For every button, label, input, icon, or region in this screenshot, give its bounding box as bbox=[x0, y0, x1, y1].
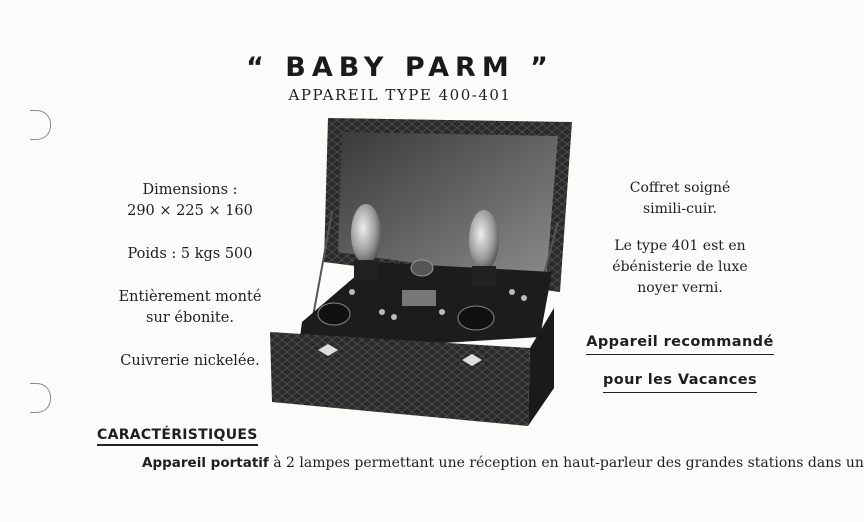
characteristics-text bbox=[142, 455, 864, 471]
spec-text: Coffret soigné bbox=[629, 180, 731, 196]
spec-text: 290 × 225 × 160 bbox=[127, 203, 253, 219]
spec-text: Entièrement monté bbox=[118, 289, 262, 305]
recommendation-banner bbox=[580, 325, 780, 401]
spec-text: Cuivrerie nickelée. bbox=[120, 353, 260, 369]
section-heading: CARACTÉRISTIQUES bbox=[97, 427, 258, 446]
right-specs bbox=[580, 178, 780, 315]
spec-text: Le type 401 est en bbox=[614, 238, 746, 254]
coil bbox=[411, 260, 433, 276]
radio-photo bbox=[262, 112, 582, 430]
left-specs bbox=[90, 180, 290, 394]
binder-hole bbox=[30, 383, 51, 413]
bold-lead: Appareil portatif bbox=[142, 455, 269, 471]
page-title: “ BABY PARM ” bbox=[246, 52, 554, 83]
binder-hole bbox=[30, 110, 51, 140]
tuning-knob bbox=[318, 303, 350, 325]
spec-text: Poids : 5 kgs 500 bbox=[127, 246, 253, 262]
switch-block bbox=[402, 290, 436, 306]
spec-text: sur ébonite. bbox=[146, 310, 234, 326]
spec-text: noyer verni. bbox=[637, 280, 723, 296]
recommendation-line: pour les Vacances bbox=[603, 368, 757, 393]
spec-text: ébénisterie de luxe bbox=[612, 259, 748, 275]
spec-text: simili-cuir. bbox=[642, 201, 718, 217]
case-front bbox=[270, 332, 530, 426]
body-text: à 2 lampes permettant une réception en haut-parleur des grandes stations dans un bbox=[268, 455, 864, 471]
recommendation-line: Appareil recommandé bbox=[586, 330, 773, 355]
tuning-knob bbox=[458, 306, 494, 330]
vacuum-tube bbox=[351, 204, 381, 280]
spec-text: Dimensions : bbox=[142, 182, 238, 198]
page-subtitle: APPAREIL TYPE 400-401 bbox=[288, 86, 512, 104]
vacuum-tube bbox=[469, 210, 499, 286]
